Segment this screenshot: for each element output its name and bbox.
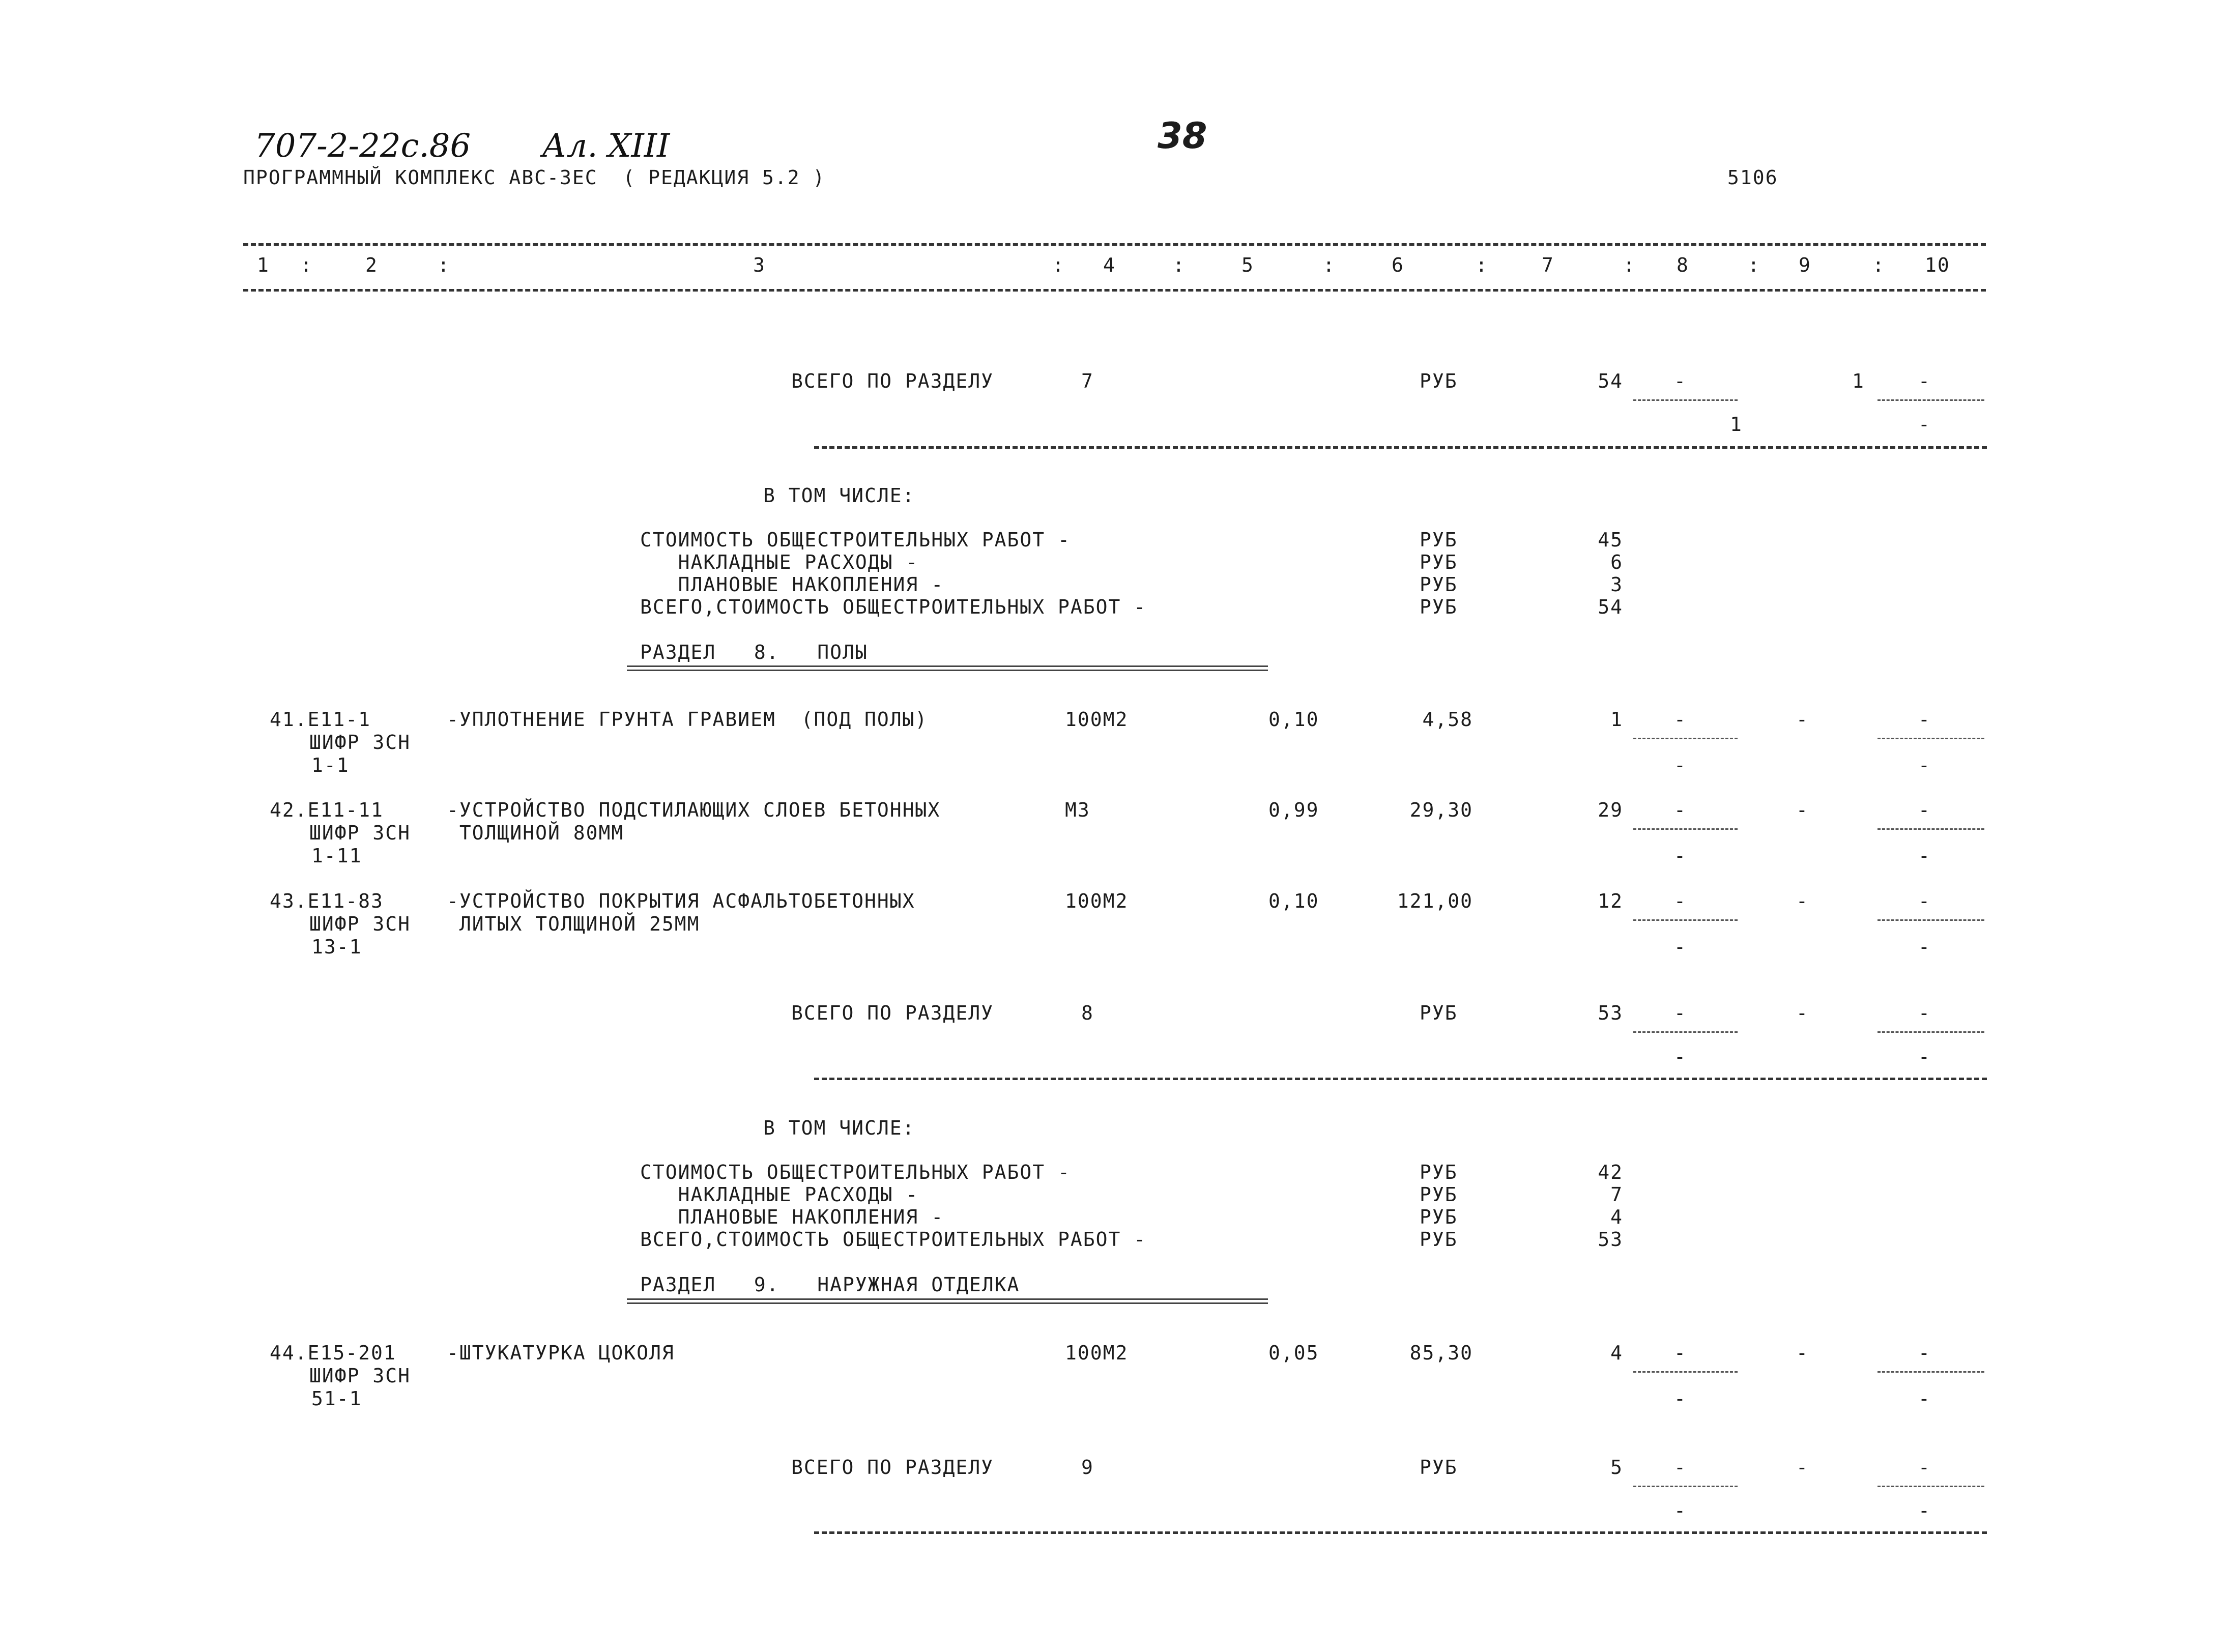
underline [1878, 828, 1984, 830]
item-shifr: ШИФР ЗСН [309, 822, 411, 844]
item-description: -УПЛОТНЕНИЕ ГРУНТА ГРАВИЕМ (ПОД ПОЛЫ) [447, 708, 928, 731]
section7-total-rule [814, 446, 1987, 449]
section8-col9: - [1796, 1002, 1809, 1024]
item-code: 43.Е11-83 [270, 890, 384, 912]
item-col10: - [1918, 708, 1931, 731]
item-price: 29,30 [1409, 799, 1473, 821]
item-description-cont: ЛИТЫХ ТОЛЩИНОЙ 25ММ [447, 913, 700, 935]
section7-breakdown-value: 6 [1610, 551, 1623, 573]
section8-number: 8 [1081, 1002, 1094, 1024]
section7-breakdown-label: ВСЕГО,СТОИМОСТЬ ОБЩЕСТРОИТЕЛЬНЫХ РАБОТ - [640, 596, 1147, 618]
section7-breakdown-value: 3 [1610, 573, 1623, 596]
item-col10: - [1918, 1342, 1931, 1364]
item-cost: 12 [1598, 890, 1623, 912]
section9-col8-sub: - [1674, 1499, 1687, 1522]
item-unit: 100М2 [1065, 1342, 1129, 1364]
item-col8: - [1674, 890, 1687, 912]
section7-breakdown-label: ПЛАНОВЫЕ НАКОПЛЕНИЯ - [640, 573, 944, 596]
item-price: 4,58 [1422, 708, 1473, 731]
item-col10-sub: - [1918, 1387, 1931, 1410]
section8-including-label: В ТОМ ЧИСЛЕ: [763, 1117, 915, 1139]
section7-breakdown-value: 54 [1598, 596, 1623, 618]
item-cost: 1 [1610, 708, 1623, 731]
underline [1633, 1031, 1738, 1033]
item-col8-sub: - [1674, 845, 1687, 867]
underline [1633, 1486, 1738, 1487]
section8-breakdown-unit: РУБ [1420, 1206, 1458, 1228]
section8-unit: РУБ [1420, 1002, 1458, 1024]
section7-breakdown-unit: РУБ [1420, 573, 1458, 596]
col-6: 6 [1392, 254, 1404, 276]
section7-breakdown-unit: РУБ [1420, 596, 1458, 618]
handwritten-project-code: 707-2-22с.86 [254, 127, 471, 165]
section8-col8-sub: - [1674, 1046, 1687, 1068]
item-cost: 29 [1598, 799, 1623, 821]
item-col9: - [1796, 1342, 1809, 1364]
header-top-rule [243, 243, 1986, 246]
item-col9: - [1796, 708, 1809, 731]
item-code: 42.Е11-11 [270, 799, 384, 821]
item-cost: 4 [1610, 1342, 1623, 1364]
section7-number: 7 [1081, 370, 1094, 392]
col-sep: : [1476, 254, 1488, 276]
underline [1633, 828, 1738, 830]
underline [1878, 1486, 1984, 1487]
item-shifr: ШИФР ЗСН [309, 1365, 411, 1387]
col-sep: : [300, 254, 313, 276]
col-10: 10 [1925, 254, 1950, 276]
section8-title-rule [627, 665, 1268, 671]
col-1: 1 [257, 254, 270, 276]
item-price: 85,30 [1409, 1342, 1473, 1364]
item-col8-sub: - [1674, 754, 1687, 776]
col-sep: : [1173, 254, 1186, 276]
section8-col10: - [1918, 1002, 1931, 1024]
item-col10-sub: - [1918, 754, 1931, 776]
item-col8: - [1674, 1342, 1687, 1364]
section9-total-label: ВСЕГО ПО РАЗДЕЛУ [791, 1456, 994, 1479]
section8-breakdown-label: НАКЛАДНЫЕ РАСХОДЫ - [640, 1183, 919, 1206]
section8-breakdown-unit: РУБ [1420, 1228, 1458, 1251]
section8-title: РАЗДЕЛ 8. ПОЛЫ [640, 641, 868, 663]
section8-col8: - [1674, 1002, 1687, 1024]
underline [1633, 399, 1738, 401]
section8-breakdown-unit: РУБ [1420, 1183, 1458, 1206]
underline [1878, 738, 1984, 739]
underline [1878, 1371, 1984, 1373]
underline [1878, 919, 1984, 921]
item-description: -ШТУКАТУРКА ЦОКОЛЯ [447, 1342, 675, 1364]
section9-unit: РУБ [1420, 1456, 1458, 1479]
item-col8-sub: - [1674, 936, 1687, 958]
item-code: 41.Е11-1 [270, 708, 371, 731]
section8-total-label: ВСЕГО ПО РАЗДЕЛУ [791, 1002, 994, 1024]
col-9: 9 [1799, 254, 1811, 276]
item-ref: 13-1 [311, 936, 362, 958]
section7-breakdown-unit: РУБ [1420, 529, 1458, 551]
underline [1633, 738, 1738, 739]
section7-col7: 54 [1598, 370, 1623, 392]
section8-breakdown-label: СТОИМОСТЬ ОБЩЕСТРОИТЕЛЬНЫХ РАБОТ - [640, 1161, 1071, 1183]
item-qty: 0,10 [1268, 890, 1319, 912]
underline [1633, 919, 1738, 921]
section9-total-rule [814, 1531, 1987, 1534]
col-sep: : [438, 254, 450, 276]
item-col8: - [1674, 708, 1687, 731]
section7-total-label: ВСЕГО ПО РАЗДЕЛУ [791, 370, 994, 392]
item-description-cont: ТОЛЩИНОЙ 80ММ [447, 822, 624, 844]
underline [1878, 1031, 1984, 1033]
col-8: 8 [1677, 254, 1689, 276]
section8-col7: 53 [1598, 1002, 1623, 1024]
item-unit: 100М2 [1065, 890, 1129, 912]
underline [1878, 399, 1984, 401]
col-sep: : [1323, 254, 1336, 276]
col-2: 2 [365, 254, 378, 276]
item-ref: 51-1 [311, 1387, 362, 1410]
col-sep: : [1872, 254, 1885, 276]
item-shifr: ШИФР ЗСН [309, 731, 411, 753]
section8-breakdown-value: 7 [1610, 1183, 1623, 1206]
item-unit: М3 [1065, 799, 1090, 821]
document-code: 5106 [1727, 166, 1778, 189]
section7-breakdown-unit: РУБ [1420, 551, 1458, 573]
section9-title: РАЗДЕЛ 9. НАРУЖНАЯ ОТДЕЛКА [640, 1273, 1020, 1296]
item-price: 121,00 [1397, 890, 1473, 912]
section8-breakdown-value: 42 [1598, 1161, 1623, 1183]
section7-including-label: В ТОМ ЧИСЛЕ: [763, 484, 915, 507]
item-ref: 1-11 [311, 845, 362, 867]
section8-breakdown-label: ВСЕГО,СТОИМОСТЬ ОБЩЕСТРОИТЕЛЬНЫХ РАБОТ - [640, 1228, 1147, 1251]
item-code: 44.Е15-201 [270, 1342, 396, 1364]
item-description: -УСТРОЙСТВО ПОДСТИЛАЮЩИХ СЛОЕВ БЕТОННЫХ [447, 799, 941, 821]
item-ref: 1-1 [311, 754, 350, 776]
col-3: 3 [753, 254, 766, 276]
section9-col10-sub: - [1918, 1499, 1931, 1522]
col-4: 4 [1103, 254, 1116, 276]
item-col10: - [1918, 799, 1931, 821]
col-5: 5 [1241, 254, 1254, 276]
section7-unit: РУБ [1420, 370, 1458, 392]
section8-breakdown-value: 53 [1598, 1228, 1623, 1251]
col-sep: : [1748, 254, 1760, 276]
item-unit: 100М2 [1065, 708, 1129, 731]
section9-col10: - [1918, 1456, 1931, 1479]
underline [1633, 1371, 1738, 1373]
item-col9: - [1796, 799, 1809, 821]
page-number: 38 [1158, 115, 1207, 157]
item-shifr: ШИФР ЗСН [309, 913, 411, 935]
handwritten-sheet-label: Ал. XIII [542, 127, 670, 165]
section9-col8: - [1674, 1456, 1687, 1479]
item-col8-sub: - [1674, 1387, 1687, 1410]
item-qty: 0,05 [1268, 1342, 1319, 1364]
item-description: -УСТРОЙСТВО ПОКРЫТИЯ АСФАЛЬТОБЕТОННЫХ [447, 890, 915, 912]
section7-col9: 1 [1852, 370, 1865, 392]
section9-col7: 5 [1610, 1456, 1623, 1479]
col-7: 7 [1542, 254, 1554, 276]
section7-col10: - [1918, 370, 1931, 392]
item-col10-sub: - [1918, 845, 1931, 867]
item-col9: - [1796, 890, 1809, 912]
col-sep: : [1052, 254, 1065, 276]
col-sep: : [1623, 254, 1636, 276]
section9-title-rule [627, 1298, 1268, 1304]
section7-breakdown-label: СТОИМОСТЬ ОБЩЕСТРОИТЕЛЬНЫХ РАБОТ - [640, 529, 1071, 551]
item-col10: - [1918, 890, 1931, 912]
header-bottom-rule [243, 289, 1986, 292]
section8-breakdown-value: 4 [1610, 1206, 1623, 1228]
section7-col8-sub: 1 [1730, 413, 1743, 436]
item-col8: - [1674, 799, 1687, 821]
section9-number: 9 [1081, 1456, 1094, 1479]
section7-col8: - [1674, 370, 1687, 392]
item-col10-sub: - [1918, 936, 1931, 958]
section8-col10-sub: - [1918, 1046, 1931, 1068]
item-qty: 0,10 [1268, 708, 1319, 731]
section7-breakdown-label: НАКЛАДНЫЕ РАСХОДЫ - [640, 551, 919, 573]
program-title: ПРОГРАММНЫЙ КОМПЛЕКС АВС-3ЕС ( РЕДАКЦИЯ 5.2 ) [243, 166, 826, 189]
section7-col10-sub: - [1918, 413, 1931, 436]
item-qty: 0,99 [1268, 799, 1319, 821]
section8-total-rule [814, 1078, 1987, 1080]
section7-breakdown-value: 45 [1598, 529, 1623, 551]
section8-breakdown-unit: РУБ [1420, 1161, 1458, 1183]
section8-breakdown-label: ПЛАНОВЫЕ НАКОПЛЕНИЯ - [640, 1206, 944, 1228]
section9-col9: - [1796, 1456, 1809, 1479]
